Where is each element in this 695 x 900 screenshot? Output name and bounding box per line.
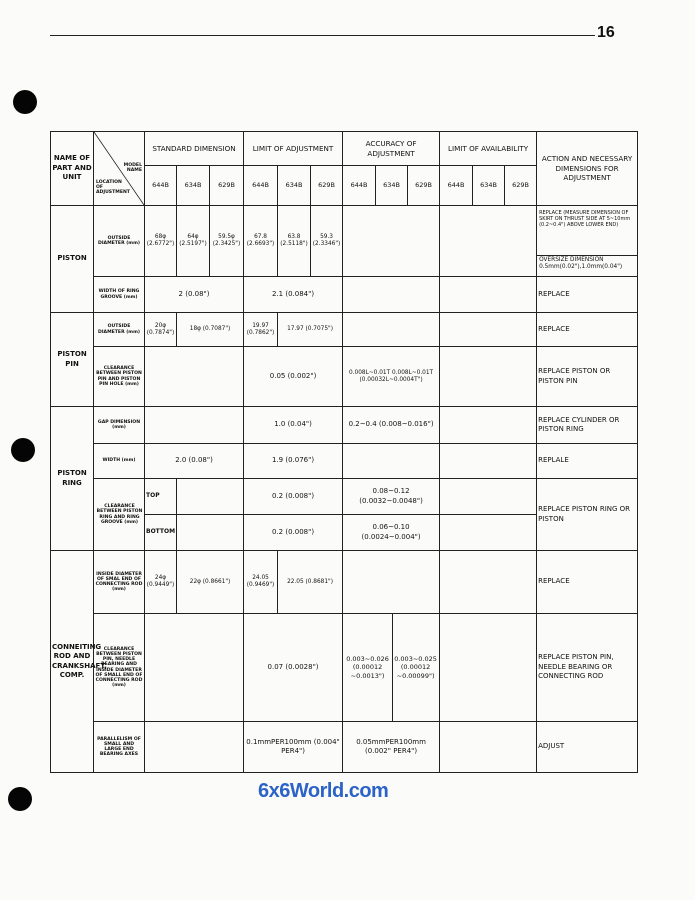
limit-value: 0.07 (0.0028")	[244, 614, 343, 722]
action-note: REPLACE (MEASURE DIMENSION OF SKIRT ON THRUST SIDE AT 5~10mm (0.2~0.4") ABOVE LOWER END)	[537, 210, 637, 256]
empty-cell	[343, 206, 440, 277]
part-name-piston-ring: PISTON RING	[51, 407, 94, 551]
limit-value: 1.0 (0.04")	[244, 407, 343, 444]
model-header: 644B	[440, 166, 473, 206]
accuracy-value: 0.06~0.10 (0.0024~0.004")	[343, 515, 440, 551]
std-value: 20φ (0.7874")	[145, 313, 177, 347]
sub-label-bottom: BOTTOM	[145, 515, 177, 551]
part-name-conrod: CONNEITING ROD AND CRANKSHAFT, COMP.	[51, 551, 94, 773]
limit-value: 19.97 (0.7862")	[244, 313, 278, 347]
limit-value: 17.97 (0.7075")	[278, 313, 343, 347]
limit-value: 63.8 (2.5118")	[278, 206, 311, 277]
empty-cell	[177, 515, 244, 551]
header-action: ACTION AND NECESSARY DIMENSIONS FOR ADJUSTMENT	[537, 132, 638, 206]
part-name-piston-pin: PISTON PIN	[51, 313, 94, 407]
part-name-piston: PISTON	[51, 206, 94, 313]
model-header: 634B	[473, 166, 505, 206]
empty-cell	[440, 444, 537, 479]
empty-cell	[343, 444, 440, 479]
std-value: 59.5φ (2.3425")	[210, 206, 244, 277]
row-label: OUTSIDE DIAMETER (mm)	[94, 313, 145, 347]
limit-value: 22.05 (0.8681")	[278, 551, 343, 614]
empty-cell	[343, 277, 440, 313]
accuracy-value: 0.08~0.12 (0.0032~0.0048")	[343, 479, 440, 515]
limit-value: 24.05 (0.9469")	[244, 551, 278, 614]
empty-cell	[145, 407, 244, 444]
action-note: OVERSIZE DIMENSION 0.5mm(0.02"),1.0mm(0.04")	[539, 257, 623, 270]
punch-hole-middle	[11, 438, 35, 462]
accuracy-value: 0.008L~0.01T 0.008L~0.01T (0.00032L~0.0004T")	[343, 347, 440, 407]
adjustment-spec-table	[50, 131, 638, 773]
header-diagonal-cell	[94, 132, 145, 206]
empty-cell	[440, 551, 537, 614]
header-accuracy: ACCURACY OF ADJUSTMENT	[343, 132, 440, 166]
limit-value: 2.1 (0.084")	[244, 277, 343, 313]
row-label: CLEARANCE BETWEEN PISTON RING AND RING GROOVE (mm)	[96, 504, 143, 525]
model-header: 629B	[210, 166, 244, 206]
header-availability: LIMIT OF AVAILABILITY	[440, 132, 537, 166]
empty-cell	[145, 347, 244, 407]
header-limit: LIMIT OF ADJUSTMENT	[244, 132, 343, 166]
limit-value: 0.2 (0.008")	[244, 515, 343, 551]
std-value: 64φ (2.5197")	[177, 206, 210, 277]
action-text: REPLACE	[537, 277, 638, 313]
page-number: 16	[597, 24, 615, 41]
model-header: 629B	[311, 166, 343, 206]
sub-label-top: TOP	[145, 479, 177, 515]
accuracy-value: 0.2~0.4 (0.008~0.016")	[343, 407, 440, 444]
row-label: OUTSIDE DIAMETER (mm)	[94, 206, 145, 277]
std-value: 2 (0.08")	[145, 277, 244, 313]
empty-cell	[440, 515, 537, 551]
empty-cell	[145, 614, 244, 722]
header-location: LOCATION OF ADJUSTMENT	[96, 180, 130, 196]
empty-cell	[440, 479, 537, 515]
row-label: WIDTH OF RING GROOVE (mm)	[94, 277, 145, 313]
empty-cell	[177, 479, 244, 515]
accuracy-value: 0.05mmPER100mm (0.002" PER4")	[343, 722, 440, 773]
empty-cell	[145, 722, 244, 773]
model-header: 629B	[505, 166, 537, 206]
accuracy-value-b: 0.003~0.025 (0.00012 ~0.00099")	[394, 654, 437, 680]
row-label: CLEARANCE BETWEEN PISTON PIN, NEEDLE BEARING AND INSIDE DIAMETER OF SMALL END OF CONNECTING ROD (mm)	[94, 614, 145, 722]
header-rule	[50, 35, 595, 36]
punch-hole-top	[13, 90, 37, 114]
action-text: REPLALE	[537, 444, 638, 479]
limit-value: 0.1mmPER100mm (0.004" PER4")	[244, 722, 343, 773]
model-header: 629B	[408, 166, 440, 206]
action-text: REPLACE	[537, 313, 638, 347]
empty-cell	[440, 347, 537, 407]
header-standard: STANDARD DIMENSION	[145, 132, 244, 166]
model-header: 634B	[376, 166, 408, 206]
model-header: 634B	[278, 166, 311, 206]
row-label: GAP DIMENSION (mm)	[94, 407, 145, 444]
header-name-of-part: NAME OF PART AND UNIT	[51, 132, 94, 206]
std-value: 68φ (2.6772")	[145, 206, 177, 277]
std-value: 2.0 (0.08")	[145, 444, 244, 479]
std-value: 24φ (0.9449")	[145, 551, 177, 614]
row-label: INSIDE DIAMETER OF SMAL END OF CONNECTING ROD (mm)	[94, 551, 145, 614]
limit-value: 0.05 (0.002")	[244, 347, 343, 407]
accuracy-split-cell	[343, 614, 440, 722]
action-text: REPLACE PISTON RING OR PISTON	[537, 479, 638, 551]
empty-cell	[440, 313, 537, 347]
action-text: ADJUST	[537, 722, 638, 773]
model-header: 644B	[244, 166, 278, 206]
empty-cell	[343, 551, 440, 614]
watermark[interactable]: 6x6World.com	[258, 780, 389, 802]
empty-cell	[343, 313, 440, 347]
std-value: 18φ (0.7087")	[177, 313, 244, 347]
header-model-name: MODEL NAME	[123, 163, 142, 174]
action-text: REPLACE CYLINDER OR PISTON RING	[537, 407, 638, 444]
empty-cell	[440, 206, 537, 277]
limit-value: 59.3 (2.3346")	[311, 206, 343, 277]
empty-cell	[440, 614, 537, 722]
empty-cell	[440, 407, 537, 444]
limit-value: 67.8 (2.6693")	[244, 206, 278, 277]
action-text: REPLACE	[537, 551, 638, 614]
empty-cell	[440, 277, 537, 313]
limit-value: 0.2 (0.008")	[244, 479, 343, 515]
row-label: CLEARANCE BETWEEN PISTON PIN AND PISTON PIN HOLE (mm)	[94, 347, 145, 407]
ring-clearance-label-cell	[94, 479, 145, 551]
row-label: WIDTH (mm)	[94, 444, 145, 479]
model-header: 644B	[343, 166, 376, 206]
model-header: 644B	[145, 166, 177, 206]
accuracy-value-a: 0.003~0.026 (0.00012 ~0.0013")	[346, 654, 389, 680]
std-value: 22φ (0.8661")	[177, 551, 244, 614]
punch-hole-bottom	[8, 787, 32, 811]
action-text: REPLACE PISTON OR PISTON PIN	[537, 347, 638, 407]
limit-value: 1.9 (0.076")	[244, 444, 343, 479]
empty-cell	[440, 722, 537, 773]
model-header: 634B	[177, 166, 210, 206]
row-label: PARALLELISM OF SMALL AND LARGE END BEARING AXES	[94, 722, 145, 773]
action-text: REPLACE PISTON PIN, NEEDLE BEARING OR CONNECTING ROD	[537, 614, 638, 722]
